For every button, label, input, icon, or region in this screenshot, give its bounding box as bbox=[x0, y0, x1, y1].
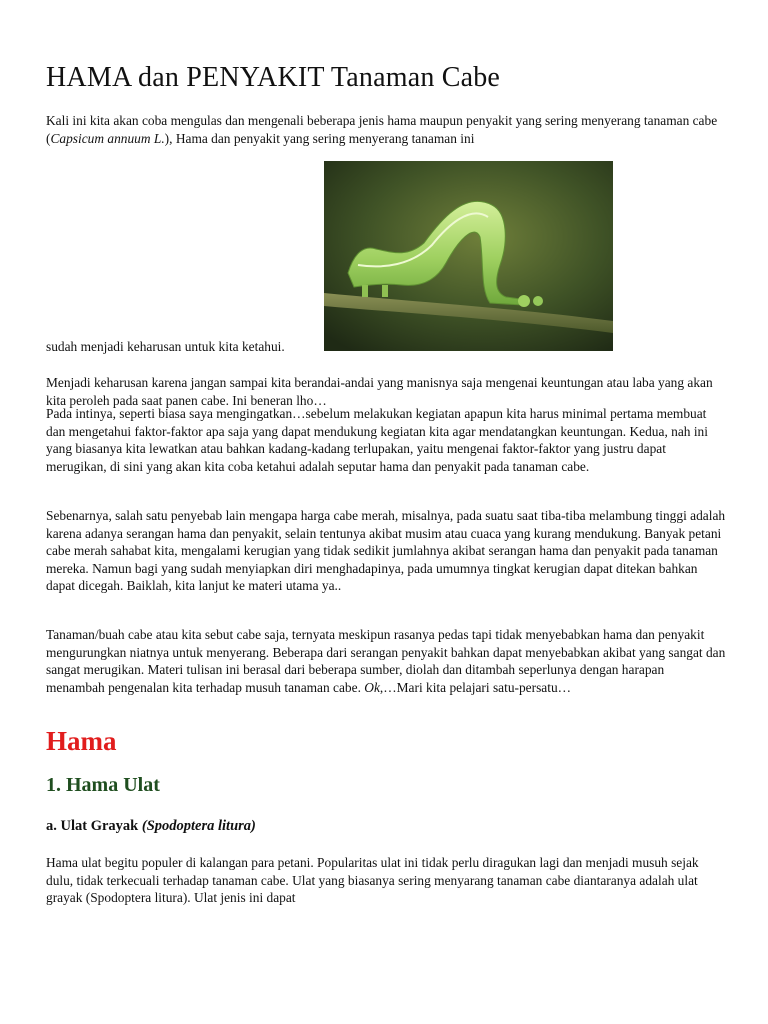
subsection-heading-ulat: 1. Hama Ulat bbox=[46, 774, 160, 796]
paragraph-4-end: ,…Mari kita pelajari satu-persatu… bbox=[379, 679, 572, 695]
caterpillar-photo bbox=[324, 161, 613, 351]
paragraph-1: Menjadi keharusan karena jangan sampai kita berandai-andai yang manisnya saja mengenai keuntungan atau laba yang akan kita peroleh pada saat panen cabe. Ini beneran lho… bbox=[46, 375, 713, 408]
grayak-scientific-name: (Spodoptera litura) bbox=[141, 818, 256, 834]
paragraph-ulat: Hama ulat begitu populer di kalangan para petani. Popularitas ulat ini tidak perlu diragukan lagi dan menjadi musuh sejak dulu, tidak terkecuali terhadap tanaman cabe. Ulat yang biasanya sering menyarang tanaman cabe diantaranya adalah ulat grayak (Spodoptera litura). Ulat jenis ini dapat bbox=[46, 855, 699, 905]
intro-paragraph bbox=[46, 112, 726, 147]
grayak-label: a. Ulat Grayak bbox=[46, 818, 142, 834]
caterpillar-illustration bbox=[324, 161, 613, 351]
intro-text: Kali ini kita akan coba mengulas dan mengenali beberapa jenis hama maupun penyakit yang sering menyerang tanaman cabe ( bbox=[46, 113, 718, 146]
paragraph-3: Sebenarnya, salah satu penyebab lain mengapa harga cabe merah, misalnya, pada suatu saat tiba-tiba melambung tinggi adalah karena adanya serangan hama dan penyakit, selain tentunya akibat musim atau cuaca yang kurang mendukung. Banyak petani cabe merah sahabat kita, mengalami kerugian yang tidak sedikit jumlahnya akibat serangan hama dan penyakit pada tanaman mereka. Namun bagi yang sudah menyiapkan diri menghadapinya, pada umumnya tingkat kerugian dapat ditekan bahkan dapat dicegah. Baiklah, kita lanjut ke materi utama ya.. bbox=[46, 508, 726, 593]
paragraph-2: Pada intinya, seperti biasa saya mengingatkan…sebelum melakukan kegiatan apapun kita harus minimal pertama membuat dan mengetahui faktor-faktor apa saja yang dapat mendukung kegiatan kita agar mendatangkan keuntungan. Kedua, nah ini yang biasanya kita lewatkan atau bahkan kadang-kadang terlupakan, yaitu mengenai faktor-faktor yang justru dapat merugikan, di sini yang akan kita coba ketahui adalah seputar hama dan penyakit pada tanaman cabe. bbox=[46, 406, 708, 474]
paragraph-4-text: Tanaman/buah cabe atau kita sebut cabe saja, ternyata meskipun rasanya pedas tapi tidak menyebabkan hama dan penyakit mengurungkan niatnya untuk menyerang. Beberapa dari serangan penyakit bahkan dapat menyebabkan akibat yang sangat dan sangat merugikan. Materi tulisan ini berasal dari beberapa sumber, diolah dan ditambah seperlunya dengan harapan menambah pengenalan kita terhadap musuh tanaman cabe. bbox=[46, 627, 726, 695]
paragraph-4 bbox=[46, 626, 726, 696]
paragraph-4-ok: Ok bbox=[364, 679, 380, 695]
section-heading-hama: Hama bbox=[46, 726, 117, 756]
subsubsection-heading-grayak bbox=[46, 818, 256, 835]
scientific-name: Capsicum annuum L. bbox=[50, 130, 165, 146]
intro-text-end: ), Hama dan penyakit yang sering menyerang tanaman ini bbox=[164, 130, 475, 146]
intro-continuation: sudah menjadi keharusan untuk kita ketahui. bbox=[46, 339, 285, 354]
document-title: HAMA dan PENYAKIT Tanaman Cabe bbox=[46, 62, 501, 93]
